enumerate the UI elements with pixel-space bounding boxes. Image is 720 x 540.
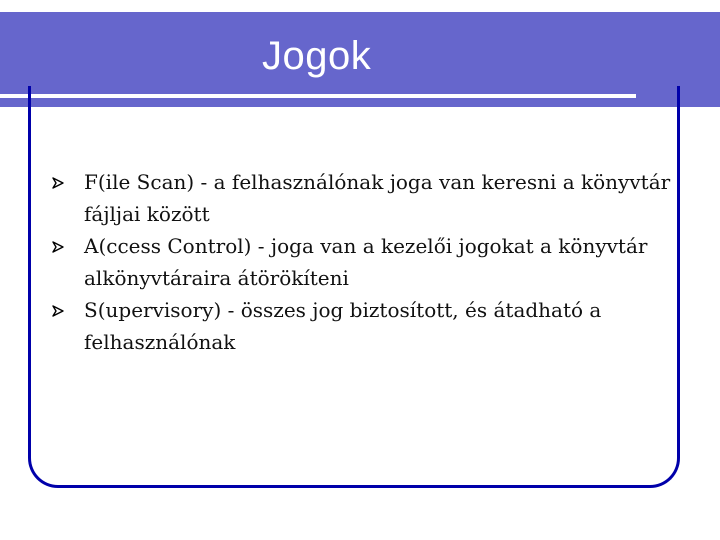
arrowhead-bullet-icon (52, 305, 64, 317)
bullet-text-access-control: A(ccess Control) - joga van a kezelői jogokat a könyvtár alkönyvtáraira átörökíteni (84, 234, 648, 290)
bullet-text-file-scan: F(ile Scan) - a felhasználónak joga van keresni a könyvtár fájljai között (84, 170, 671, 226)
bullet-item-file-scan (78, 166, 678, 230)
bullet-item-access-control (78, 230, 678, 294)
slide-title: Jogok (262, 34, 372, 78)
bullet-item-supervisory (78, 294, 678, 358)
bullet-list (78, 166, 678, 358)
bullet-text-supervisory: S(upervisory) - összes jog biztosított, és átadható a felhasználónak (84, 298, 602, 354)
arrowhead-bullet-icon (52, 241, 64, 253)
arrowhead-bullet-icon (52, 177, 64, 189)
